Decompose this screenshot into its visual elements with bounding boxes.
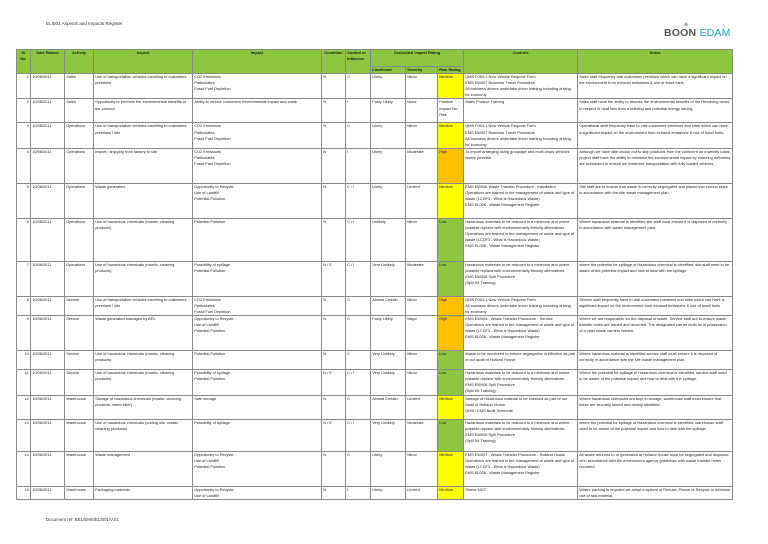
cell-notes: where the potential for spillage of Hazardous chemical is identified, warehouse staff need to be aware of the potential impact and how to deal with the spillage. [578,419,733,451]
cell-severity: Limited [406,395,438,419]
cell-likelihood: Very Unlikely [371,370,406,395]
cell-date: 10/08/2011 [31,395,65,419]
cell-date: 10/08/2011 [31,183,65,218]
cell-aspect: Use of hazardous chemicals (mastic, cleaning products) [94,261,193,296]
control-line: (Spill Kit Training) [465,388,496,394]
control-line: Sales Product Training [465,99,505,105]
cell-date: 10/08/2011 [31,296,65,315]
header-condition: Condition [322,50,346,74]
cell-risk-rating: Low [438,261,464,296]
cell-notes: Where hazardous material is identified site staff must ensure it is disposed of correctly in accordance with waste management plan. [578,218,733,261]
cell-notes: Although we have little choice but to ship products from the continent on a weekly basis, project staff have the ability to minimise the environmental impact by ensuring deliveries are scheduled to ensure we maximise transportation with fully loaded vehicles. [578,148,733,183]
control-line: Operations are trained in the management of waste and type of waste (LCDF3 - What is Hazardous Waste) [465,189,575,202]
control-line: (Spill Kit Training) [465,280,496,286]
table-row [17,99,733,123]
cell-risk-rating: Low [438,370,464,395]
cell-id: 9 [17,316,31,351]
impact-line: Fossil Fuel Depletion [194,161,231,167]
cell-control: C [346,451,371,486]
cell-risk-rating: High [438,148,464,183]
cell-risk-rating: Medium [438,486,464,499]
control-line: EMS EL008 - Waste Management Register [465,334,540,340]
cell-impact [193,451,322,486]
table-row [17,296,733,315]
cell-date: 10/08/2011 [31,451,65,486]
cell-notes: Where the potential for spillage of Hazardous chemical is identified, service staff need to be aware of the potential impact and how to deal with the spillage. [578,370,733,395]
header-notes: Notes [578,50,733,74]
impact-line: Opportunity to Recycle [194,486,234,492]
cell-risk-rating: Low [438,419,464,451]
cell-likelihood: Almost Certain [371,395,406,419]
impact-line: Possibility of spillage [194,370,231,376]
impact-line: CO2 Emissions [194,148,221,154]
cell-control: C / I [346,261,371,296]
cell-impact [193,296,322,315]
cell-condition: N [322,486,346,499]
cell-likelihood: Almost Certain [371,296,406,315]
control-line: Operations are trained in the management of waste and type of waste (LCDF3 - What is Hazardous Waste) [465,457,575,469]
cell-activity: Warehouse [65,395,94,419]
control-line: Hazardous materials to be reduced to a minimum and where possible replace with environmentally friendly alternatives. [465,218,570,230]
impact-line: Opportunity to Recycle [194,183,234,189]
control-line: Storage of Hazardous material to be checked as part of our Audit of Holland House [465,395,568,407]
cell-aspect: Use of hazardous chemicals (cutting oils, mastic, cleaning products) [94,419,193,451]
cell-control: C [346,316,371,351]
cell-aspect: Use of hazardous chemicals (mastic, cleaning products) [94,218,193,261]
cell-activity: Operations [65,218,94,261]
impact-line: Use of Landfill [194,492,219,498]
cell-id: 13 [17,419,31,451]
cell-notes: Site staff are to ensure that waste is correctly segregated and placed into correct skips in accordance with the site waste management plan. [578,183,733,218]
cell-severity: Major [406,316,438,351]
cell-likelihood: Very Unlikely [371,419,406,451]
header-controls: Controls [464,50,578,74]
impact-line: Potential Pollution [194,351,226,357]
cell-control: I [346,486,371,499]
cell-controls [464,395,578,419]
cell-activity: Warehouse [65,419,94,451]
cell-notes: Service staff frequently have to visit customers premises and sites which can have a significant impact on the environment from exhaust emissions & use of fossil fuels [578,296,733,315]
impact-line: Use of Landfill [194,189,219,195]
cell-id: 14 [17,451,31,486]
cell-controls [464,316,578,351]
cell-severity: Minor [406,351,438,370]
cell-controls [464,351,578,370]
cell-likelihood: Fairly Likely [371,99,406,123]
cell-condition: N [322,218,346,261]
windmill-icon: ❋ [684,22,689,28]
cell-severity: Minor [406,370,438,395]
cell-date: 10/08/2011 [31,261,65,296]
cell-controls [464,486,578,499]
logo-wordmark: BOON EDAM [664,27,731,39]
cell-control: C / I [346,183,371,218]
cell-impact [193,395,322,419]
cell-controls [464,419,578,451]
cell-severity: Minor [406,74,438,99]
cell-impact [193,74,322,99]
control-line: Operations are trained in the management of waste and type of waste (LCDF3 - What is Hazardous Waste) [465,231,575,243]
cell-condition: N [322,316,346,351]
impact-line: CO2 Emissions [194,123,221,129]
cell-controls [464,296,578,315]
header-likelihood: Likelihood [371,67,406,74]
cell-id: 11 [17,370,31,395]
impact-line: Possibility of spillage [194,419,231,425]
impact-line: Potential Pollution [194,463,226,469]
impact-line: CO2 Emissions [194,296,221,302]
cell-date: 10/08/2011 [31,148,65,183]
cell-likelihood: Likely [371,486,406,499]
cell-activity: Warehouse [65,451,94,486]
impact-line: Fossil Fuel Depletion [194,86,231,92]
cell-risk-rating: High [438,316,464,351]
table-row [17,370,733,395]
header-severity: Severity [406,67,438,74]
impact-line: Ability to reduce customers environmental impact and costs [194,99,297,105]
cell-activity: Service [65,370,94,395]
cell-notes: Sales staff have the ability to discuss the environmental benefits of the Revolving doors in respect of heat loss from a building and potential energy saving. [578,99,733,123]
table-row [17,74,733,99]
cell-impact [193,370,322,395]
cell-controls [464,99,578,123]
cell-aspect: Use of transportation vehicles travelling to customers premises / site [94,296,193,315]
table-row [17,419,733,451]
aspects-impacts-table [16,49,733,500]
cell-impact [193,316,322,351]
table-row [17,123,733,148]
cell-date: 10/08/2011 [31,316,65,351]
cell-id: 7 [17,261,31,296]
impact-line: Particulates [194,302,215,308]
cell-activity: Operations [65,261,94,296]
cell-id: 5 [17,183,31,218]
cell-likelihood: Likely [371,451,406,486]
control-line: All business drivers undertake driver training including driving for economy [465,86,571,98]
cell-control: C / I [346,419,371,451]
cell-condition: N [322,183,346,218]
cell-activity: Operations [65,148,94,183]
table-row [17,148,733,183]
document-reference: Document ref: BEL/EMS/ELI001/V.01 [46,517,119,522]
cell-control: C [346,74,371,99]
header-impact: Impact [193,50,322,74]
cell-aspect: Packaging materials [94,486,193,499]
cell-notes: Sales staff frequently visit customers premises which can have a significant impact on the environment from exhaust emissions & use of fossil fuels [578,74,733,99]
control-line: QMS F063-1 New Vehicle Request Form [465,74,536,80]
cell-id: 1 [17,74,31,99]
cell-notes: Where we are responsible for the disposal of waste, Service staff are to ensure waste transfer notes are issued and recorded. The designated carrier must be in possession of a valid waste carriers licence. [578,316,733,351]
cell-activity: Service [65,316,94,351]
cell-risk-rating: Medium [438,451,464,486]
impact-line: Particulates [194,129,215,135]
cell-risk-rating: Medium [438,74,464,99]
control-line: EMS EL008 - Waste Management Register [465,243,540,249]
table-row [17,183,733,218]
control-line: EMS EW006 - Waste Transfer Procedure - Service [465,316,553,322]
cell-control: C [346,296,371,315]
control-line: EMS EW007 - Waste Transfer Procedure - Holland House [465,451,566,457]
cell-condition: N / E [322,370,346,395]
cell-notes: Operational staff frequently have to visit customers premises and sites which can have a significant impact on the environment from exhaust emissions & use of fossil fuels. [578,123,733,148]
cell-id: 10 [17,351,31,370]
cell-risk-rating: Low [438,218,464,261]
cell-severity: None [406,99,438,123]
cell-control: C [346,395,371,419]
control-line: EMS EW007 Business Travel Procedure [465,129,536,135]
impact-line: Opportunity to Recycle [194,451,234,457]
cell-impact [193,218,322,261]
cell-activity: Operations [65,183,94,218]
cell-impact [193,148,322,183]
cell-controls [464,218,578,261]
control-line: Stores MGT [465,486,487,492]
header-activity: Activity [65,50,94,74]
cell-id: 6 [17,218,31,261]
cell-date: 10/08/2011 [31,123,65,148]
cell-severity: Minor [406,123,438,148]
cell-aspect: Waste generated managed by BEL [94,316,193,351]
cell-severity: Limited [406,183,438,218]
cell-aspect: Opportunity to promote the environmental benefits of the product [94,99,193,123]
cell-impact [193,261,322,296]
control-line: (Spill Kit Training) [465,437,496,443]
cell-controls [464,183,578,218]
boon-edam-logo [664,22,736,40]
cell-control: C [346,123,371,148]
header-aspect: Aspect [94,50,193,74]
cell-likelihood: Likely [371,148,406,183]
cell-likelihood: Likely [371,183,406,218]
control-line: To import arranging using groupage and multi drops vehicles where possible. [465,148,570,160]
cell-date: 10/08/2011 [31,74,65,99]
impact-line: Opportunity to Recycle [194,316,234,322]
cell-risk-rating: Positive Impact No Risk [438,99,464,123]
table-row [17,261,733,296]
cell-date: 10/08/2011 [31,351,65,370]
header-control: Control or Influence [346,50,371,74]
table-body [17,74,733,500]
table-row [17,218,733,261]
cell-risk-rating: Medium [438,123,464,148]
cell-condition: N / E [322,261,346,296]
control-line: Hazardous materials to be reduced to a minimum and where possible replace with environmentally friendly alternatives. [465,419,570,431]
impact-line: Potential Pollution [194,267,226,273]
cell-impact [193,419,322,451]
cell-control: I [346,99,371,123]
cell-risk-rating: Medium [438,395,464,419]
cell-impact [193,123,322,148]
cell-condition: N [322,395,346,419]
cell-id: 2 [17,99,31,123]
cell-date: 10/08/2011 [31,218,65,261]
cell-aspect: Storage of hazardous chemicals (mastic, cleaning products, weed killer) [94,395,193,419]
table-row [17,351,733,370]
cell-controls [464,148,578,183]
document-title: ELI001 Aspects and Impacts Register [46,21,123,26]
cell-severity: Minor [406,296,438,315]
cell-likelihood: Very Unlikely [371,261,406,296]
cell-severity: Moderate [406,261,438,296]
cell-condition: N [322,296,346,315]
impact-line: Safe storage [194,395,217,401]
cell-date: 10/08/2011 [31,99,65,123]
header-risk: Risk Rating [438,67,464,74]
cell-date: 10/08/2011 [31,370,65,395]
control-line: All business drivers undertake driver training including driving for economy [465,135,571,147]
impact-line: Potential Pollution [194,328,226,334]
cell-notes: where the potential for spillage of Hazardous chemical is identified, site staff need to be aware of the potential impact and how to deal with the spillage. [578,261,733,296]
impact-line: CO2 Emissions [194,74,221,80]
cell-control: C / I [346,218,371,261]
cell-notes: Where hazardous chemicals are kept in storage, warehouse staff must ensure that these are securely stored and clearly identified. [578,395,733,419]
cell-aspect: Use of transportation vehicles travelling to customers premises [94,74,193,99]
cell-id: 12 [17,395,31,419]
control-line: EMS EL008 - Waste Management Register [465,202,540,208]
impact-line: Potential Pollution [194,196,226,202]
control-line: All business drivers undertake driver training including driving for economy [465,302,571,315]
cell-controls [464,370,578,395]
cell-aspect: Import / shipping from factory to site [94,148,193,183]
cell-severity: Limited [406,486,438,499]
cell-condition: N [322,351,346,370]
impact-line: Particulates [194,154,215,160]
impact-line: Fossil Fuel Depletion [194,135,231,141]
control-line: EMS EW008 Spill Procedure [465,382,515,388]
control-line: Hazardous materials to be reduced to a minimum and where possible replace with environmentally friendly alternatives. [465,370,570,382]
cell-activity: Sales [65,99,94,123]
impact-line: Potential Pollution [194,218,226,224]
table-row [17,316,733,351]
cell-risk-rating: High [438,296,464,315]
impact-line: Potential Pollution [194,376,226,382]
cell-impact [193,183,322,218]
cell-impact [193,486,322,499]
cell-notes: Where packing is required we adopt a system of Reduce, Reuse or Recycle to minimise use of raw material. [578,486,733,499]
cell-control: C [346,351,371,370]
cell-severity: Minor [406,218,438,261]
cell-activity: Operations [65,123,94,148]
cell-risk-rating: Medium [438,183,464,218]
control-line: EMS EW008 Waste Transfer Procedure - Installation [465,183,556,189]
cell-condition: N / E [322,419,346,451]
cell-controls [464,123,578,148]
cell-likelihood: Likely [371,74,406,99]
impact-line: Use of Landfill [194,457,219,463]
cell-severity: Minor [406,451,438,486]
control-line: QMS F063-1 New Vehicle Request Form [465,123,536,129]
cell-control: C / I [346,370,371,395]
impact-line: Particulates [194,80,215,86]
cell-impact [193,99,322,123]
cell-aspect: Use of hazardous chemicals (mastic, cleaning products) [94,370,193,395]
control-line: QMS / EMS Audit Schedule [465,407,513,413]
cell-likelihood: Unlikely [371,218,406,261]
table-row [17,451,733,486]
cell-condition: N [322,99,346,123]
cell-id: 3 [17,123,31,148]
cell-id: 8 [17,296,31,315]
cell-condition: N [322,451,346,486]
control-line: EMS EW007 Business Travel Procedure [465,80,536,86]
cell-notes: All waste returned to or generated at Holland House must be segregated and disposed of in accordance with the environment agency guidelines with waste transfer notes recorded. [578,451,733,486]
cell-date: 10/08/2011 [31,419,65,451]
header-id: ID No. [17,50,31,74]
cell-aspect: Waste management [94,451,193,486]
cell-id: 4 [17,148,31,183]
control-line: EMS EW008 Spill Procedure [465,431,515,437]
cell-activity: Service [65,296,94,315]
control-line: QMS F063-1 New Vehicle Request Form [465,296,536,302]
impact-line: Possibility of spillage [194,261,231,267]
cell-activity: Sales [65,74,94,99]
cell-id: 15 [17,486,31,499]
impact-line: Use of Landfill [194,322,219,328]
cell-likelihood: Very Unlikely [371,351,406,370]
cell-impact [193,351,322,370]
cell-aspect: Waste generated. [94,183,193,218]
cell-controls [464,261,578,296]
cell-aspect: Use of transportation vehicles travelling to customers premises / site [94,123,193,148]
control-line: EMS EL008 - Waste Management Register [465,469,540,475]
control-line: Waste to be monitored to ensure segregation is effective as part of out audit of Holland House. [465,351,576,363]
cell-controls [464,451,578,486]
cell-condition: N [322,123,346,148]
control-line: Hazardous materials to be reduced to a minimum and where possible replace with environmentally friendly alternatives. [465,261,570,273]
cell-activity: Service [65,351,94,370]
control-line: EMS EW008 Spill Procedure [465,274,515,280]
cell-notes: Where hazardous material is identified service staff must ensure it is disposed of correctly in accordance with the site waste management plan. [578,351,733,370]
table-row [17,395,733,419]
cell-aspect: Use of hazardous chemicals (mastic, cleaning products) [94,351,193,370]
control-line: Operations are trained in the management of waste and type of waste (LCDF3 - What is Hazardous Waste) [465,322,575,334]
cell-control: I [346,148,371,183]
cell-date: 10/08/2011 [31,486,65,499]
cell-severity: Moderate [406,419,438,451]
table-row [17,486,733,499]
header-date: Date Raised [31,50,65,74]
cell-condition: N [322,74,346,99]
cell-risk-rating: Low [438,351,464,370]
cell-condition: N [322,148,346,183]
cell-activity: Warehouse [65,486,94,499]
cell-severity: Moderate [406,148,438,183]
cell-likelihood: Fairly Likely [371,316,406,351]
cell-likelihood: Likely [371,123,406,148]
header-controlled-rating: Controlled Impact Rating [371,50,464,67]
impact-line: Fossil Fuel Depletion [194,309,231,315]
cell-controls [464,74,578,99]
